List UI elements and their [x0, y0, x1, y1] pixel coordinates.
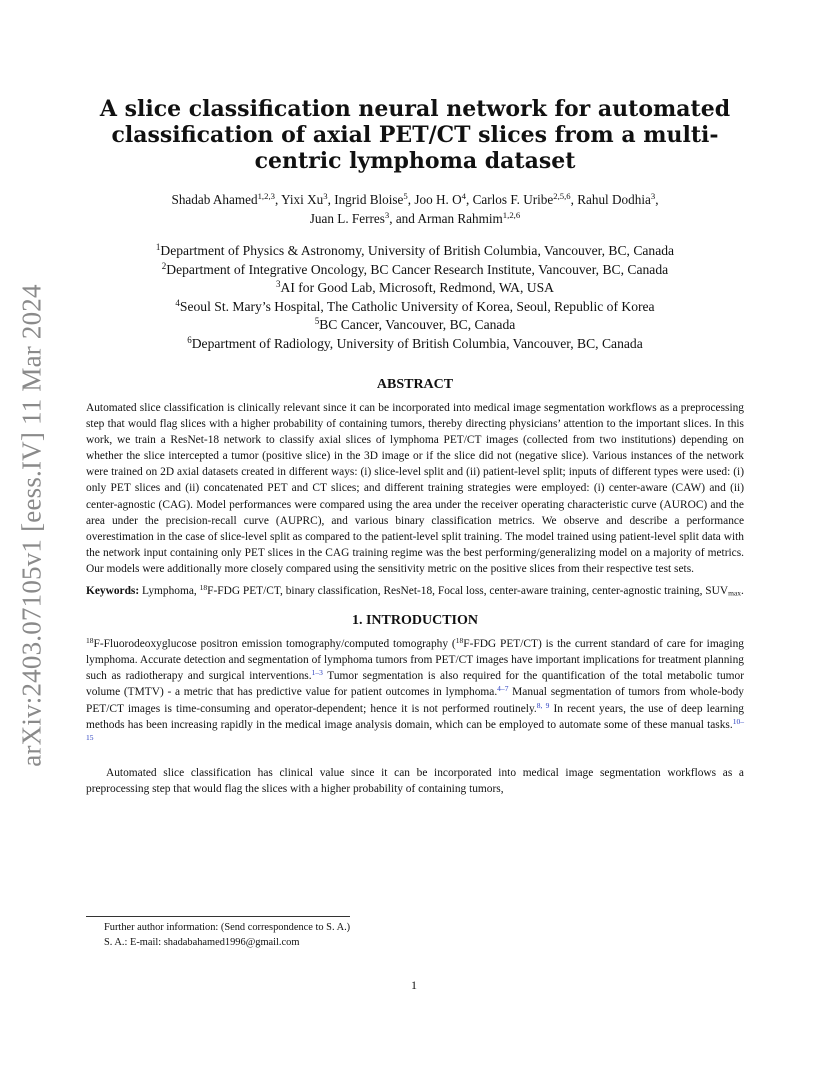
- footnote-divider: [86, 916, 350, 917]
- author-list: Shadab Ahamed$^{1,2,3}$, Yixi Xu$^3$, Ingrid Bloise$^5$, Joo H. $O^4$, Carlos F. Uribe$^{2,5,6}$, Rahul Dodhia$^3$, Juan L. Ferres$^3$, and Arman Rahmim$^{1,2,6}$: [171, 191, 659, 226]
- paragraph-text: F-FDG PET/CT) is the current standard of care for imaging lymphoma. Accurate detection and segmentation of lymphoma tumors from PET/CT images have important implications for treatment planning such as radiotherapy and surgical interventions.: [86, 638, 744, 683]
- paragraph-text: In recent years, the use of deep learning methods has been increasing rapidly in the medical image analysis domain, which can be employed to automate some of these manual tasks.: [86, 702, 744, 731]
- affiliation-item: [86, 242, 744, 261]
- author-affiliation-marker: 3: [384, 210, 390, 221]
- citation-link[interactable]: 1–3: [311, 668, 323, 678]
- affiliation-number: 6: [187, 334, 192, 345]
- abstract-text: Automated slice classification is clinically relevant since it can be incorporated into medical image segmentation workflows as a preprocessing step that would flag slices with a higher probability of containing tumors, thereby directing physicians’ attention to the important slices. In this work, we train a ResNet-18 network to classify axial slices of lymphoma PET/CT images (collected from two institutions) depending on whether the slice intercepted a tumor (positive slice) in the 3D image or if the slice did not (negative slice). Various instances of the network were trained on 2D axial datasets created in different ways: (i) slice-level split and (ii) patient-level split; inputs of different types were used: (i) only PET slices and (ii) concatenated PET and CT slices; and different training strategies were employed: (i) center-aware (CAW) and (ii) center-agnostic (CAG). Model performances were compared using the area under the receiver operating characteristic curve (AUROC) and the area under the precision-recall curve (AUPRC), and various binary classification metrics. We observe and describe a performance overestimation in the case of slice-level split as compared to the patient-level split training. The model trained using patient-level split data with the network input containing only PET slices in the CAG training regime was the best performing/generalizing model on a majority of metrics. Our models were additionally more closely compared using the sensitivity metric on the positive slices from their respective test sets.: [86, 402, 744, 575]
- affiliation-text: Department of Integrative Oncology, BC Cancer Research Institute, Vancouver, BC, Canada: [166, 261, 669, 277]
- author-affiliation-marker: 1,2,6: [502, 210, 521, 221]
- affiliation-item: [86, 261, 744, 280]
- affiliation-item: [86, 316, 744, 335]
- paragraph-text: Tumor segmentation is also required for the quantification of the total metabolic tumor volume (TMTV) - a metric that has predictive value for patient outcomes in lymphoma.: [86, 670, 744, 699]
- author-name: Shadab Ahamed: [171, 192, 258, 207]
- citation-link[interactable]: 10–15: [86, 716, 744, 742]
- author-name: Arman Rahmim: [417, 211, 503, 226]
- author-name: Carlos F. Uribe: [472, 192, 554, 207]
- affiliation-list: [86, 242, 744, 353]
- paper-page: [86, 96, 744, 797]
- paper-title: A slice classification neural network for automated classification of axial PET/CT slices from a multi-centric lymphoma dataset: [99, 96, 731, 174]
- affiliation-item: [86, 279, 744, 298]
- citation-link[interactable]: 4–7: [497, 684, 509, 694]
- keywords-text: F-FDG PET/CT, binary classification, ResNet-18, Focal loss, center-aware training, center-agnostic training, SUV: [207, 585, 729, 598]
- isotope-superscript: 18: [455, 636, 464, 645]
- affiliation-text: Department of Physics & Astronomy, University of British Columbia, Vancouver, BC, Canada: [160, 243, 675, 258]
- author-affiliation-marker: 3: [650, 191, 656, 202]
- keywords-text: Lymphoma,: [142, 585, 197, 598]
- affiliation-item: [86, 335, 744, 354]
- abstract-heading: ABSTRACT: [376, 377, 454, 392]
- keywords-line: [86, 583, 744, 599]
- author-affiliation-marker: 4: [461, 191, 466, 202]
- footnotes: [104, 920, 744, 950]
- affiliation-number: 2: [161, 260, 167, 271]
- affiliation-text: BC Cancer, Vancouver, BC, Canada: [319, 317, 516, 332]
- citation-link[interactable]: 8, 9: [536, 700, 550, 710]
- author-name: Juan L. Ferres: [309, 211, 385, 226]
- paragraph-text: Manual segmentation of tumors from whole-body PET/CT images is time-consuming and operator-dependent; hence it is not performed routinely.: [86, 686, 744, 715]
- affiliation-number: 3: [276, 279, 281, 290]
- introduction-heading: 1. INTRODUCTION: [351, 613, 478, 629]
- footnote-email: S. A.: E-mail: shadabahamed1996@gmail.com: [104, 937, 300, 948]
- arxiv-identifier-text: arXiv:2403.07105v1 [eess.IV] 11 Mar 2024: [16, 283, 47, 767]
- affiliation-text: Department of Radiology, University of British Columbia, Vancouver, BC, Canada: [191, 335, 643, 351]
- affiliation-number: 5: [314, 316, 320, 327]
- introduction-paragraph: [86, 636, 744, 749]
- affiliation-item: [86, 298, 744, 317]
- author-name: Rahul Dodhia: [577, 192, 651, 207]
- affiliation-number: 1: [155, 242, 161, 253]
- keywords-label: Keywords:: [86, 585, 140, 598]
- author-affiliation-marker: 2,5,6: [553, 191, 571, 202]
- affiliation-text: Seoul St. Mary’s Hospital, The Catholic University of Korea, Seoul, Republic of Korea: [179, 298, 655, 314]
- author-name: Joo H. O: [414, 192, 462, 207]
- paragraph-text: F-Fluorodeoxyglucose positron emission tomography/computed tomography (: [93, 638, 456, 651]
- keywords-subscript: max: [728, 588, 742, 598]
- footnote-author-info: Further author information: (Send correspondence to S. A.): [104, 922, 351, 933]
- author-name: Ingrid Bloise: [334, 192, 404, 207]
- author-affiliation-marker: 1,2,3: [257, 191, 275, 202]
- affiliation-number: 4: [175, 297, 180, 308]
- arxiv-identifier-stamp: [12, 270, 52, 780]
- keywords-text: .: [741, 585, 744, 598]
- keywords-superscript: 18: [199, 582, 208, 592]
- author-affiliation-marker: 5: [403, 191, 408, 202]
- author-name: Yixi Xu: [281, 192, 324, 207]
- affiliation-text: AI for Good Lab, Microsoft, Redmond, WA, USA: [280, 280, 554, 295]
- author-affiliation-marker: 3: [323, 191, 328, 202]
- isotope-superscript: 18: [86, 636, 94, 645]
- author-conjunction: and: [395, 211, 415, 226]
- page-number: 1: [411, 978, 417, 992]
- introduction-paragraph: Automated slice classification has clinical value since it can be incorporated into medical image segmentation workflows as a preprocessing step that would flag the slices with a higher probability of containing tumors,: [86, 766, 744, 795]
